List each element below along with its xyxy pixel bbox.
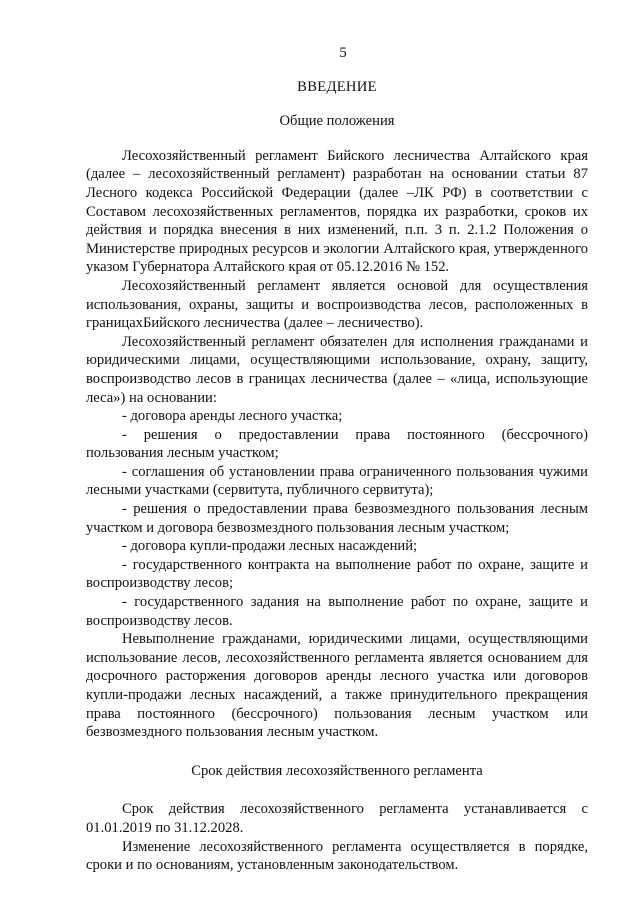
list-item: - решения о предоставлении права безвозмездного пользования лесным участком и договора безвозмездного пользования лесным участком; (86, 501, 588, 536)
paragraph-amendment: Изменение лесохозяйственного регламента осуществляется в порядке, сроки и по основаниям, установленным законодательством. (86, 838, 588, 874)
section-heading-validity: Срок действия лесохозяйственного регламента (191, 762, 483, 779)
paragraph-basis: Лесохозяйственный регламент является основой для осуществления использования, охраны, защиты и воспроизводства лесов, расположенных в границахБийского лесничества (далее – лесничество). (86, 277, 588, 332)
section-validity-body (86, 800, 588, 874)
section-general-body (86, 147, 588, 742)
list-item: - решения о предоставлении права постоянного (бессрочного) пользования лесным участком; (86, 426, 588, 462)
paragraph-violation: Невыполнение гражданами, юридическими лицами, осуществляющими использование лесов, лесохозяйственного регламента является основанием для досрочного расторжения договоров аренды лесного участка или договоров купли-продажи лесных насаждений, а также принудительного прекращения права постоянного (бессрочного) пользования лесным участком или безвозмездного пользования лесным участком. (86, 631, 588, 741)
list-item: - договора купли-продажи лесных насаждений; (122, 538, 418, 555)
page-number: 5 (339, 45, 347, 61)
paragraph-obligation: Лесохозяйственный регламент обязателен для исполнения гражданами и юридическими лицами, осуществляющими использование, охрану, защиту, воспроизводство лесов в границах лесничества (далее – «лица, использующие леса») на основании: (86, 333, 588, 406)
list-item: - договора аренды лесного участка; (122, 408, 343, 425)
document-title: ВВЕДЕНИЕ (297, 78, 377, 95)
section-heading-general: Общие положения (279, 113, 395, 130)
list-item: - государственного задания на выполнение работ по охране, защите и воспроизводству лесов. (86, 594, 588, 629)
list-item: - государственного контракта на выполнение работ по охране, защите и воспроизводству лесов; (86, 556, 588, 592)
paragraph-intro: Лесохозяйственный регламент Бийского лесничества Алтайского края (далее – лесохозяйственный регламент) разработан на основании статьи 87 Лесного кодекса Российской Федерации (далее –ЛК РФ) в соответствии с Составом лесохозяйственных регламентов, порядка их разработки, сроков их действия и порядка внесения в них изменений, п.п. 3 п. 2.1.2 Положения о Министерстве природных ресурсов и экологии Алтайского края, утвержденного указом Губернатора Алтайского края от 05.12.2016 № 152. (86, 147, 588, 276)
list-item: - соглашения об установлении права ограниченного пользования чужими лесными участками (сервитута, публичного сервитута); (86, 463, 588, 499)
paragraph-term: Срок действия лесохозяйственного регламента устанавливается с 01.01.2019 по 31.12.2028. (86, 801, 588, 836)
